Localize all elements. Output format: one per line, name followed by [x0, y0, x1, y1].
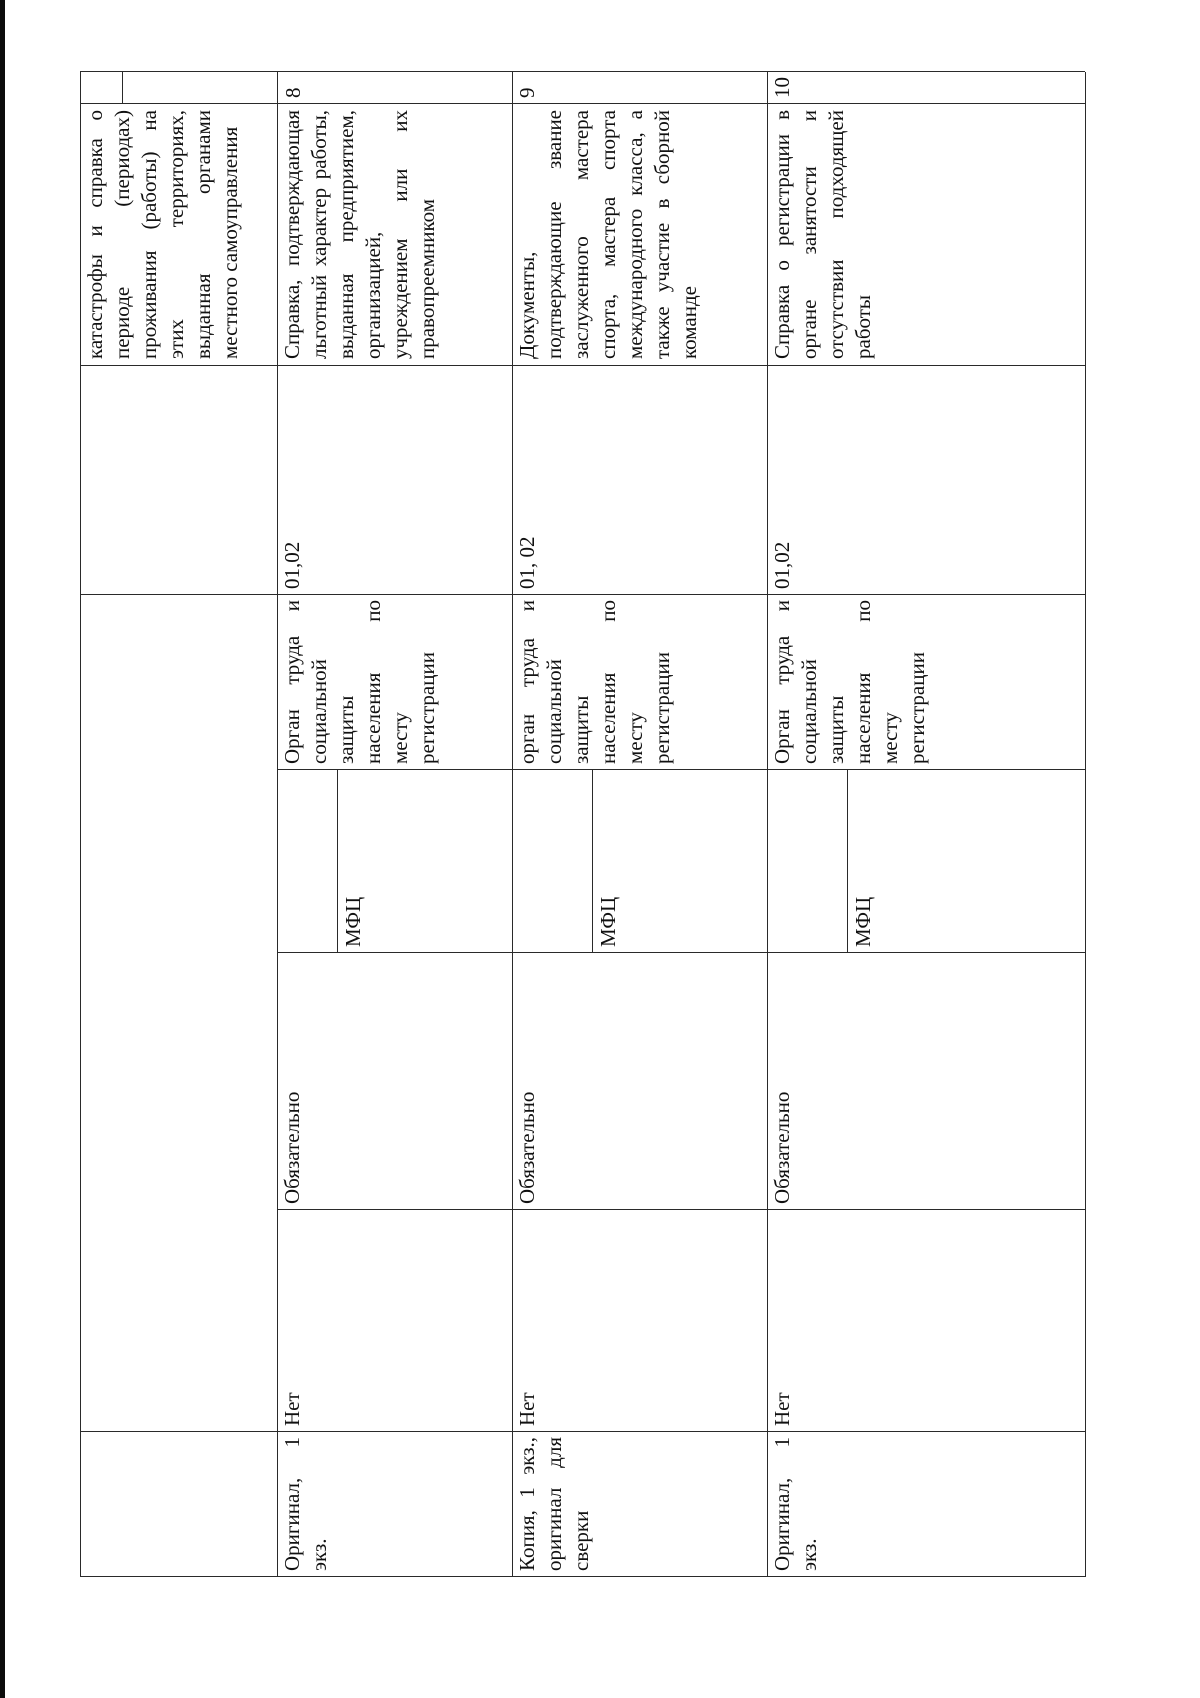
table-line	[80, 365, 1085, 366]
table-line	[277, 72, 278, 1577]
mfc-cell	[340, 772, 370, 950]
table-line	[80, 103, 1085, 104]
table-line	[80, 72, 81, 1577]
table-line	[278, 769, 1085, 770]
interagency-text: Нет	[280, 1392, 304, 1426]
table-line	[122, 72, 123, 104]
form-text: Оригинал, 1 экз.	[770, 1437, 821, 1571]
table-line	[847, 770, 848, 953]
continued-doc-name-cell	[82, 107, 276, 362]
table-line	[278, 1209, 1085, 1210]
table-line	[80, 1431, 1085, 1432]
row-number-text: 9	[515, 87, 539, 98]
doc-name-cell	[769, 107, 1084, 362]
table-line	[592, 770, 593, 953]
organ-cell	[769, 597, 1084, 767]
form-cell	[514, 1434, 766, 1574]
form-text: Копия, 1 экз., оригинал для сверки	[515, 1437, 593, 1571]
obligation-cell	[514, 955, 544, 1207]
interagency-text: Нет	[515, 1392, 539, 1426]
mfc-text: МФЦ	[341, 896, 365, 947]
table-line	[80, 71, 1085, 72]
codes-text: 01,02	[770, 541, 794, 589]
obligation-cell	[279, 955, 309, 1207]
doc-name: Документы, подтверждающие звание заслуженного мастера спорта, мастера спорта международного класса, а также участие в сборной команде	[515, 110, 701, 359]
organ-cell	[279, 597, 511, 767]
mfc-text: МФЦ	[851, 896, 875, 947]
form-cell	[769, 1434, 1084, 1574]
interagency-cell	[514, 1211, 544, 1429]
table-line	[80, 1576, 1085, 1577]
organ-text: орган труда и социальной защиты населения по месту регистрации	[515, 600, 674, 764]
interagency-cell	[279, 1211, 309, 1429]
organ-cell	[514, 597, 766, 767]
codes-cell	[769, 368, 799, 592]
table-line	[337, 770, 338, 953]
codes-cell	[279, 368, 309, 592]
table-line	[278, 952, 1085, 953]
table-line	[80, 594, 1085, 595]
row-number	[769, 73, 799, 101]
row-number	[514, 73, 544, 101]
obligation-text: Обязательно	[280, 1091, 304, 1204]
row-number-text: 8	[281, 87, 305, 98]
table-line	[512, 72, 513, 1577]
row-number	[280, 73, 310, 101]
obligation-text: Обязательно	[515, 1091, 539, 1204]
row-number-text: 10	[770, 77, 794, 98]
codes-text: 01, 02	[515, 536, 539, 589]
doc-name-cell	[514, 107, 766, 362]
mfc-cell	[850, 772, 880, 950]
table-line	[1085, 72, 1086, 1577]
mfc-text: МФЦ	[596, 896, 620, 947]
organ-text: Орган труда и социальной защиты населения по месту регистрации	[770, 600, 929, 764]
doc-name: Справка о регистрации в органе занятости и отсутствии подходящей работы	[770, 110, 875, 359]
obligation-text: Обязательно	[770, 1091, 794, 1204]
form-text: Оригинал, 1 экз.	[280, 1437, 331, 1571]
codes-cell	[514, 368, 544, 592]
interagency-cell	[769, 1211, 799, 1429]
interagency-text: Нет	[770, 1392, 794, 1426]
form-cell	[279, 1434, 511, 1574]
obligation-cell	[769, 955, 799, 1207]
doc-name: Справка, подтверждающая льготный характер работы, выданная предприятием, организацией, учреждением или их правопреемником	[280, 110, 439, 359]
mfc-cell	[595, 772, 625, 950]
continued-doc-name: катастрофы и справка о периоде (периодах) проживания (работы) на этих территориях, выданная органами местного самоуправления	[83, 110, 242, 359]
codes-text: 01,02	[280, 541, 304, 589]
organ-text: Орган труда и социальной защиты населения по месту регистрации	[280, 600, 439, 764]
table-line	[767, 72, 768, 1577]
doc-name-cell	[279, 107, 511, 362]
